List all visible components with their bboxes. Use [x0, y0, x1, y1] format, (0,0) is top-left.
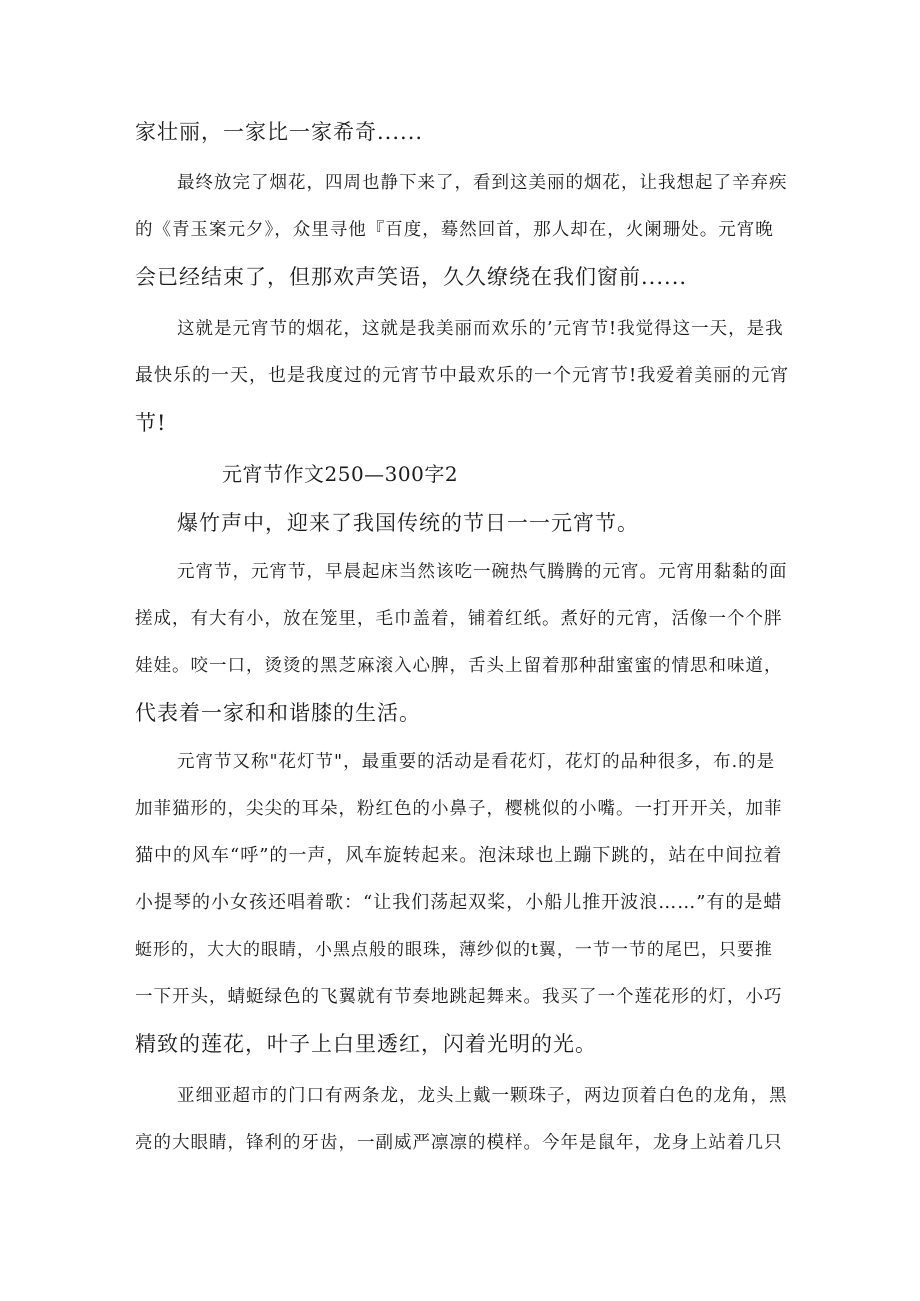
- text-line: 家壮丽，一家比一家希奇......: [135, 120, 424, 144]
- text-line: 节!: [135, 411, 167, 435]
- text-line: 最终放完了烟花，四周也静下来了，看到这美丽的烟花，让我想起了辛弃疾: [177, 173, 788, 193]
- text-line: 最快乐的一天，也是我度过的元宵节中最欢乐的一个元宵节!我爱着美丽的元宵: [135, 365, 790, 386]
- text-line: 的《青玉案元夕》，众里寻他『百度，蓦然回首，那人却在，火阑珊处。元宵晚: [135, 220, 774, 240]
- text-line: 猫中的风车“呼”的一声，风车旋转起来。泡沫球也上蹦下跳的，站在中间拉着: [135, 845, 783, 866]
- text-line: 爆竹声中，迎来了我国传统的节日一一元宵节。: [177, 511, 639, 535]
- text-line: 元宵节，元宵节，早晨起床当然该吃一碗热气腾腾的元宵。元宵用黏黏的面: [177, 562, 788, 582]
- text-line: 小提琴的小女孩还唱着歌：“让我们荡起双桨，小船儿推开波浪……”有的是蜡: [135, 892, 783, 913]
- text-line: 元宵节又称"花灯节"，最重要的活动是看花灯，花灯的品种很多，布.的是: [177, 752, 776, 772]
- section-heading: 元宵节作文250—300字2: [222, 462, 459, 486]
- text-line: 亮的大眼睛，锋利的牙齿，一副威严凛凛的模样。今年是鼠年，龙身上站着几只: [135, 1133, 783, 1153]
- text-line: 亚细亚超市的门口有两条龙，龙头上戴一颗珠子，两边顶着白色的龙角，黑: [177, 1086, 788, 1106]
- text-line: 精致的莲花，叶子上白里透红，闪着光明的光。: [135, 1032, 597, 1056]
- text-line: 会已经结束了，但那欢声笑语，久久缭绕在我们窗前......: [135, 265, 688, 289]
- text-line: 一下开头，蜻蜓绿色的飞翼就有节奏地跳起舞来。我买了一个莲花形的灯，小巧: [135, 987, 783, 1007]
- text-line: 娃娃。咬一口，烫烫的黑芝麻滚入心脾，舌头上留着那种甜蜜蜜的情思和味道，: [135, 656, 783, 676]
- text-line: 这就是元宵节的烟花，这就是我美丽而欢乐的’元宵节!我觉得这一天，是我: [177, 319, 784, 339]
- text-line: 加菲猫形的，尖尖的耳朵，粉红色的小鼻子，樱桃似的小嘴。一打开开关，加菲: [135, 799, 783, 819]
- text-line: 蜓形的，大大的眼睛，小黑点般的眼珠，薄纱似的t翼，一节一节的尾巴，只要推: [135, 940, 773, 960]
- text-line: 代表着一家和和谐膝的生活。: [135, 701, 421, 725]
- text-line: 搓成，有大有小，放在笼里，毛巾盖着，铺着红纸。煮好的元宵，活像一个个胖: [135, 609, 783, 629]
